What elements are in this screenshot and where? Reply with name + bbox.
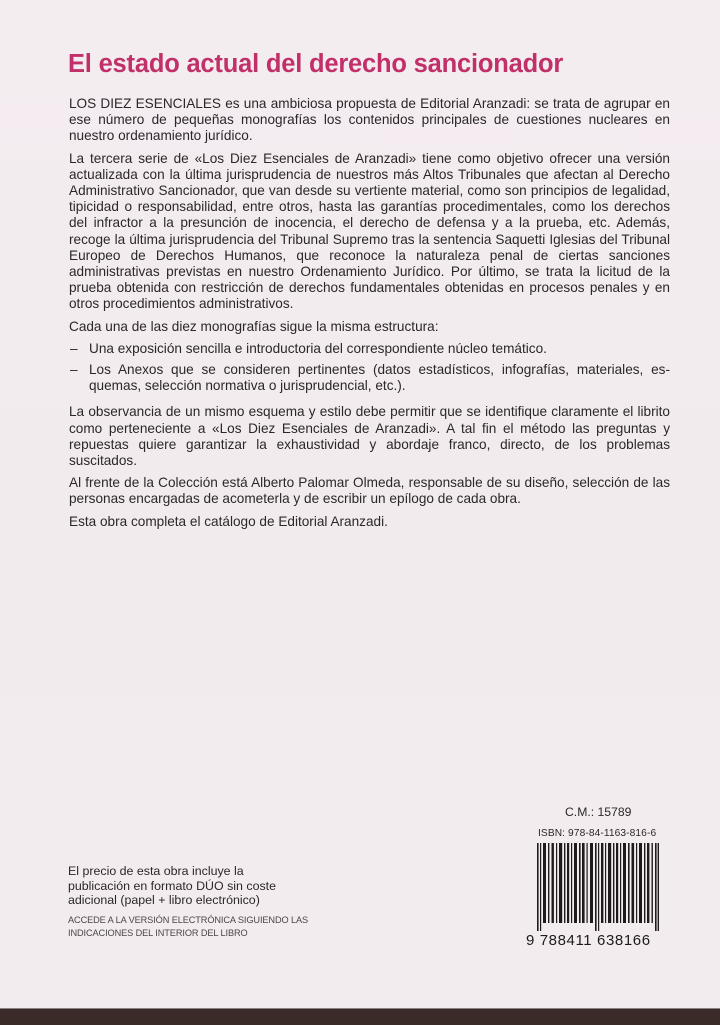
catalog-paragraph: Esta obra completa el catálogo de Editorial Aranzadi. — [69, 513, 388, 529]
dash-bullet: – — [70, 362, 78, 378]
duo-format-notice: El precio de esta obra incluye la publicación en formato DÚO sin coste adicional (papel + libro electrónico) — [68, 864, 276, 908]
method-paragraph: La observancia de un mismo esquema y estilo debe permitir que se identifique claramente el librito como perteneciente a «Los Diez Esenciales de Aranzadi». A tal fin el método las preguntas y repuestas quiere garantizar la exhaustividad y abordaje franco, directo, de los problemas suscitados. — [69, 404, 670, 469]
list-item — [69, 362, 670, 394]
series-paragraph: La tercera serie de «Los Diez Esenciales de Aranzadi» tiene como objetivo ofrecer una versión actualizada con la última jurisprudencia de nuestros más Altos Tribunales que afectan al Derecho Administrativo Sancionador, que van desde su vertiente material, como son principios de legalidad, tipicidad o responsabilidad, entre otros, hasta las garantías procedimentales, como los derechos del infractor a la presunción de inocencia, el derecho de defensa y a la prueba, etc. Además, recoge la última jurisprudencia del Tribunal Supremo tras la sentencia Saquetti Iglesias del Tribunal Europeo de Derechos Humanos, que reconoce la naturaleza penal de ciertas sanciones administrativas previstas en nuestro Ordenamiento Jurídico. Por último, se trata la licitud de la prueba obtenida con restricción de derechos fundamentales obtenidas en procesos penales y en otros procedimientos administrativos. — [69, 150, 670, 312]
cm-code: C.M.: 15789 — [565, 805, 632, 819]
list-item-text: Los Anexos que se consideren pertinentes (datos estadísticos, infografías, materiales, esquemas, selección normativa o jurisprudencial, etc.). — [89, 362, 670, 394]
barcode-number: 9 788411 638166 — [526, 932, 651, 949]
list-item — [69, 341, 670, 357]
duo-access-note: ACCEDE A LA VERSIÓN ELECTRÓNICA SIGUIENDO LAS INDICACIONES DEL INTERIOR DEL LIBRO — [68, 915, 309, 938]
director-paragraph: Al frente de la Colección está Alberto Palomar Olmeda, responsable de su diseño, selección de las personas encargadas de acometerla y de escribir un epílogo de cada obra. — [69, 475, 670, 507]
list-item-text: Una exposición sencilla e introductoria del correspondiente núcleo temático. — [89, 340, 547, 356]
scan-background-strip — [0, 1008, 720, 1025]
dash-bullet: – — [70, 340, 78, 356]
structure-list — [69, 341, 670, 395]
cover-title: El estado actual del derecho sancionador — [68, 50, 564, 78]
barcode-icon — [537, 843, 659, 931]
isbn-label: ISBN: 978-84-1163-816-6 — [538, 828, 657, 839]
cover-description — [69, 96, 670, 536]
intro-paragraph: LOS DIEZ ESENCIALES es una ambiciosa propuesta de Editorial Aranzadi: se trata de agrupar en ese número de pequeñas monografías los contenidos principales de cuestiones nucleares en nuestro ordenamiento jurídico. — [69, 96, 670, 144]
structure-intro: Cada una de las diez monografías sigue la misma estructura: — [69, 318, 439, 334]
